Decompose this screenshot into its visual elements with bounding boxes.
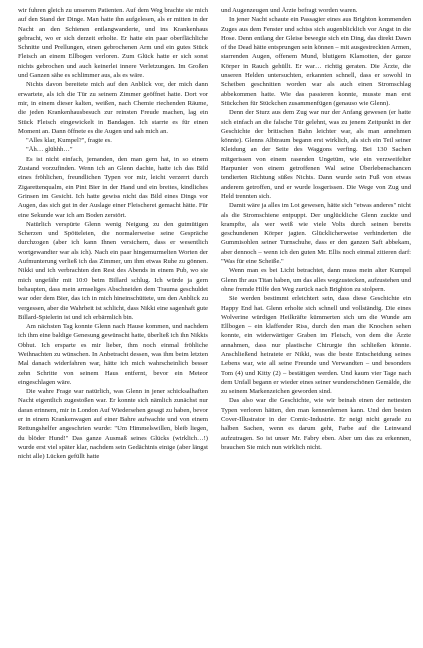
paragraph: Denn der Sturz aus dem Zug war nur der Anfang gewesen (er hatte sich einfach an die falsche Tür gelehnt, was zu jenem Zeitpunkt in der Geschichte der britischen Bahn leichter war, als man annehmen könnte). Glenns Albtraum begann erst wirklich, als sich ein Teil seiner Kleidung an der Seite des Waggons verfing. Bei 130 Sachen mitgerissen von einem rasenden Ungetüm, wie ein verzweifelter Harpunier von einem getroffenen Wal seine Überlebenschancen tendierten Richtung süßes Nichts. Dann wurde sein Fuß von etwas anderem getroffen, und er wurde losgerissen. Die Wege von Zug und Held trennten sich. [221, 109, 411, 200]
paragraph: "Äh… glühhh…" [26, 146, 73, 154]
paragraph: wir fuhren gleich zu unserem Patienten. Auf dem Weg brachte sie mich auf den Stand der Dinge. Man hatte ihn aufgelesen, als er mitten in der Nacht an den Schienen entlangwanderte, und ins Krankenhaus gebracht, wo er sich derzeit erholte. Er hatte ein paar oberflächliche Schnitte und Prellungen, einen gebrochenen Arm und ein gutes Stück Fleisch an einem Ellbogen verloren. Zum Glück hatte er sich sonst nichts gebrochen und auch keinerlei innere Verletzungen. Im Großen und Ganzen sähe es schlimmer aus, als es wäre. [18, 7, 208, 80]
left-column [18, 6, 208, 642]
paragraph: Sie werden bestimmt erleichtert sein, dass diese Geschichte ein Happy End hat. Glenn erholte sich schnell und vollständig. Die eines Wolverine würdigen Heilkräfte kümmerten sich um die Wunde am Ellbogen – ein klaffender Riss, durch den man die Knochen sehen konnte, ein widerwärtiger Graben im Fleisch, von dem die Ärzte annahmen, dass nur plastische Chirurgie ihn schließen könnte. Anschließend heiratete er Nikki, was die beste Entscheidung seines Lebens war, wie all seine Freunde und Verwandten – und besonders Tom (4) und Kitty (2) – bestätigen werden. Und kaum vier Tage nach dem Unfall begann er wieder eines seiner wunderschönen Gemälde, die zu seinem Markenzeichen geworden sind. [221, 295, 411, 396]
paragraph: Am nächsten Tag konnte Glenn nach Hause kommen, und nachdem ich ihm eine baldige Genesung gewünscht hatte, überließ ich ihn Nikkis Obhut. Ich ersparte es mir lieber, ihm noch einmal fröhliche Weihnachten zu wünschen. In Anbetracht dessen, was ihm beim letzten Mal danach widerfahren war, hätte ich mich wahrscheinlich besser zehn Schritte von seinem Haus entfernt, bevor ein Meteor eingeschlagen wäre. [18, 323, 208, 386]
paragraph: Die wahre Frage war natürlich, was Glenn in jener schicksalhaften Nacht eigentlich zugestoßen war. Er konnte sich nämlich zunächst nur daran erinnern, mir in London Auf Wiedersehen gesagt zu haben, bevor er in einem Krankenwagen auf einer Bahre aufwachte und von einem Rettungshelfer angeschrien wurde: "Um Himmelswillen, bleib liegen, du blöder Hund!" Das ganze Ausmaß seines Glücks (wirklich…!) wurde erst viel später klar, nachdem sein Gedächtnis einige (aber längst nicht alle) Lücken gefüllt hatte [18, 388, 208, 461]
text-columns [18, 6, 411, 642]
paragraph: Damit wäre ja alles im Lot gewesen, hätte sich "etwas anderes" nicht als die Stromschiene entpuppt. Der unglückliche Glenn zuckte und krampfte, als wer weiß wie viele Volts durch seinen bereits geschundenen Körper jagten. Glücklicherweise verhinderten die Gummisohlen seiner Turnschuhe, dass er den ganzen Saft abbekam, aber dennoch – wenn ich den guten Mr. Ellis noch einmal zitieren darf: "Was für eine Scheiße." [221, 202, 411, 266]
paragraph: Natürlich verspürte Glenn wenig Neigung zu den gutmütigen Scherzen und Spötteleien, die normalerweise seine Gespräche durchzogen (aber ich kann Ihnen versichern, dass er wesentlich wortgewandter war als ich). Nach ein paar hingemurmelten Worten der Aufmunterung verließ ich das Zimmer, um ihm etwas Ruhe zu gönnen. Nikki und ich verbrachten den Rest des Abends in einem Pub, wo sie mich ungefähr mit 10:0 beim Billard schlug. Ich würde ja gern behaupten, dass mein armseliges Abschneiden dem Trauma geschuldet war oder dem Bier, das ich in mich hineinschüttete, um den Anblick zu vergessen, aber die Wahrheit ist schlicht, dass Nikki eine sagenhaft gute Billard-Spielerin ist und ich erbärmlich bin. [18, 220, 208, 321]
paragraph: und Augenzeugen und Ärzte befragt worden waren. [221, 7, 358, 14]
paragraph: Wenn man es bei Licht betrachtet, dann muss mein alter Kumpel Glenn Ihr aus Titan haben, um das alles wegzustecken, aufzustehen und ohne fremde Hilfe den Weg zurück nach Brighton zu stolpern. [221, 267, 411, 293]
paragraph: Es ist nicht einfach, jemanden, den man gern hat, in so einem Zustand vorzufinden. Wenn ich an Glenn dachte, hatte ich das Bild eines fröhlichen, freundlichen Typen vor mir, leicht verzerrt durch Zigarettenqualm, ein Pint Bier in der Hand und ein breites, kindliches Grinsen im Gesicht. Ich hatte gewiss nicht das Bild eines Dings vor Augen, das sich gut in der Auslage einer Fleischerei gemacht hätte. Für eine Sekunde war ich am Boden zerstört. [18, 155, 208, 219]
paragraph: Das also war die Geschichte, wie wir beinah einen der nettesten Typen verloren hätten, den man kennenlernen kann. Und den besten Cover-Illustrator in der Comic-Industrie. Er neigt nicht gerade zu halben Sachen, wenn es darum geht, Farbe auf die Leinwand aufzutragen. So ist unser Mr. Fabry eben. Aber um das zu erkennen, brauchen Sie mich nun wirklich nicht. [221, 397, 411, 451]
paragraph: Nichts davon bereitete mich auf den Anblick vor, der mich dann erwartete, als ich die Tür zu seinem Zimmer geöffnet hatte. Dort vor mir, in einem dieser kalten, weißen, nach Chemie riechenden Räume, die jeden Krankenhausbesuch zur reinsten Freude machen, lag ein Stück Fleisch eingewickelt in Bandagen. Ich starrte es für einen Moment an. Dann öffnete es die Augen und sah mich an. [18, 81, 208, 135]
paragraph: In jener Nacht schaute ein Passagier eines aus Brighton kommenden Zuges aus dem Fenster und schiss sich augenblicklich vor Angst in die Hose. Denn entlang der Gleise bewegte sich ein Ding, das direkt Dawn of the Dead hätte entsprungen sein können – mit ausgestreckten Armen, starrenden Augen, offenem Mund, blutigem Klamotten, der ganze Körper in Rauch gehüllt. Er war… richtig geraten. Die Ärzte, die unseren Helden untersuchten, erkannten schnell, dass er sowohl in Scheiben geschnitten worden war als auch einen Stromschlag abbekommen hatte. Wie das passieren konnte, musste man erst Stückchen für Stückchen zusammenfügen (genauso wie Glenn). [221, 16, 411, 107]
paragraph: "Alles klar, Kumpel?", fragte es. [26, 137, 112, 145]
right-column [221, 6, 411, 642]
